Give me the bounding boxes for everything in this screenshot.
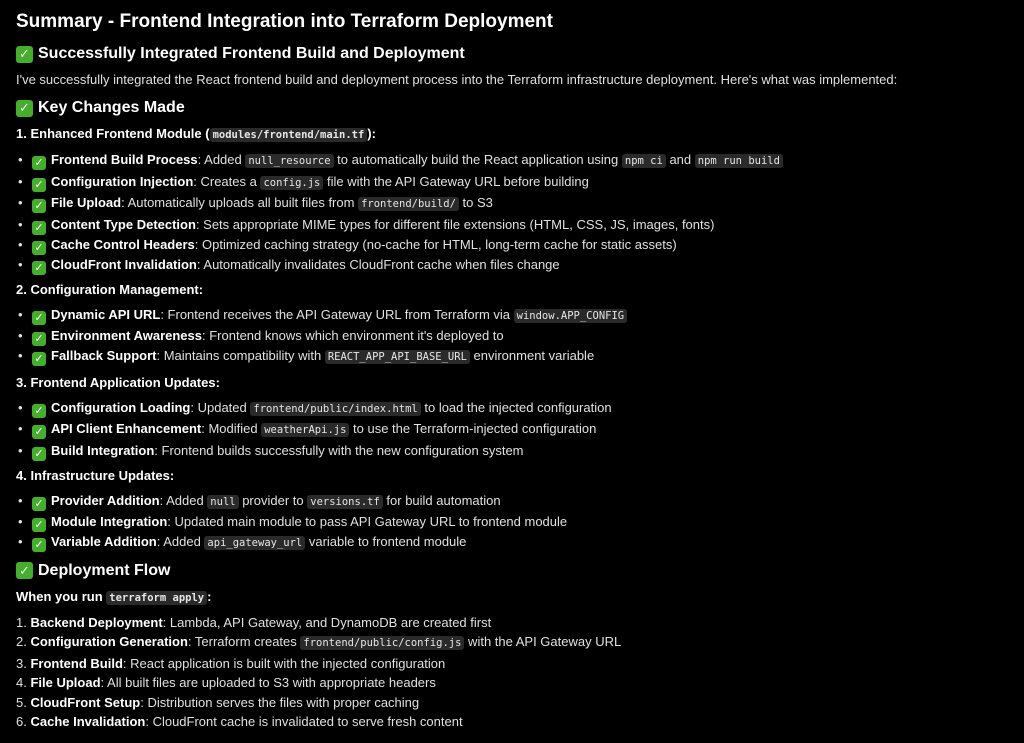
inline-code: modules/frontend/main.tf bbox=[210, 128, 368, 142]
item-text: variable to frontend module bbox=[305, 534, 467, 549]
subheading-when-you-run bbox=[16, 588, 1008, 607]
list-item bbox=[16, 613, 1008, 633]
item-text: : Frontend receives the API Gateway URL from Terraform via bbox=[160, 306, 514, 322]
list-item bbox=[16, 693, 1008, 713]
item-text: : Updated main module to pass API Gateway URL to frontend module bbox=[167, 514, 568, 529]
check-mark-icon: ✓ bbox=[32, 404, 46, 418]
list-item bbox=[32, 532, 1008, 554]
inline-code: npm run build bbox=[695, 154, 783, 168]
item-text: : Added bbox=[159, 492, 208, 508]
list-item bbox=[16, 673, 1008, 693]
item-label: Configuration Generation bbox=[30, 634, 188, 649]
deployment-steps-list bbox=[16, 613, 1008, 732]
inline-code: api_gateway_url bbox=[204, 536, 305, 550]
check-mark-icon: ✓ bbox=[32, 241, 46, 255]
item-label: CloudFront Setup bbox=[30, 694, 141, 710]
subheading-configuration-management: 2. Configuration Management: bbox=[16, 281, 204, 297]
list-item bbox=[32, 346, 1008, 368]
item-text: to use the Terraform-injected configuration bbox=[349, 421, 597, 436]
list-item bbox=[32, 512, 1008, 532]
intro-paragraph: I've successfully integrated the React frontend build and deployment process into the Terraform infrastructure deployment. Here's what was implemented: bbox=[16, 72, 898, 87]
check-mark-icon: ✓ bbox=[32, 332, 46, 346]
item-label: Cache Control Headers bbox=[51, 236, 195, 252]
inline-code: window.APP_CONFIG bbox=[514, 309, 627, 323]
subheading-text: : bbox=[207, 588, 212, 604]
item-text: : Distribution serves the files with proper caching bbox=[140, 694, 420, 710]
infrastructure-list bbox=[16, 491, 1008, 554]
item-label: Module Integration bbox=[51, 514, 168, 529]
inline-code: REACT_APP_API_BASE_URL bbox=[325, 350, 470, 364]
list-item bbox=[32, 419, 1008, 441]
inline-code: config.js bbox=[260, 176, 323, 190]
check-mark-icon: ✓ bbox=[32, 261, 46, 275]
item-label: Frontend Build bbox=[30, 655, 123, 671]
frontend-module-list bbox=[16, 150, 1008, 275]
section-heading-label: Successfully Integrated Frontend Build and Deployment bbox=[38, 45, 465, 62]
inline-code: frontend/public/index.html bbox=[250, 402, 420, 416]
item-text: : CloudFront cache is invalidated to serve fresh content bbox=[145, 714, 463, 729]
list-item bbox=[32, 235, 1008, 255]
list-item bbox=[32, 326, 1008, 346]
item-text: : Automatically uploads all built files from bbox=[121, 195, 359, 210]
item-label: Provider Addition bbox=[51, 492, 160, 508]
subheading-infrastructure-updates: 4. Infrastructure Updates: bbox=[16, 467, 175, 483]
item-label: File Upload bbox=[30, 675, 101, 690]
check-mark-icon: ✓ bbox=[32, 497, 46, 511]
inline-code: versions.tf bbox=[307, 495, 383, 509]
subheading-text: 1. Enhanced Frontend Module ( bbox=[16, 126, 210, 141]
check-mark-icon: ✓ bbox=[32, 156, 46, 170]
item-label: Configuration Loading bbox=[51, 399, 191, 415]
list-item bbox=[32, 441, 1008, 461]
page-title: Summary - Frontend Integration into Terraform Deployment bbox=[16, 11, 553, 32]
item-text: : Maintains compatibility with bbox=[156, 348, 325, 363]
step-number: 5. bbox=[16, 694, 31, 710]
item-label: Dynamic API URL bbox=[51, 306, 161, 322]
step-number: 1. bbox=[16, 614, 31, 630]
inline-code: weatherApi.js bbox=[261, 423, 349, 437]
section-heading-deployment-flow bbox=[16, 560, 1008, 582]
item-label: CloudFront Invalidation bbox=[51, 256, 197, 272]
item-text: : Optimized caching strategy (no-cache for HTML, long-term cache for static assets) bbox=[194, 236, 677, 252]
check-mark-icon: ✓ bbox=[32, 178, 46, 192]
list-item bbox=[32, 215, 1008, 235]
item-text: : All built files are uploaded to S3 with appropriate headers bbox=[100, 675, 436, 690]
item-text: : Automatically invalidates CloudFront cache when files change bbox=[196, 256, 560, 272]
item-label: Configuration Injection bbox=[51, 173, 194, 189]
list-item bbox=[32, 491, 1008, 513]
item-text: and bbox=[665, 152, 695, 167]
list-item bbox=[32, 172, 1008, 194]
item-label: Content Type Detection bbox=[51, 216, 196, 232]
section-heading-label: Deployment Flow bbox=[38, 561, 171, 579]
item-label: Fallback Support bbox=[51, 348, 157, 363]
subheading-frontend-application-updates: 3. Frontend Application Updates: bbox=[16, 374, 220, 390]
item-text: : Frontend builds successfully with the new configuration system bbox=[154, 442, 524, 458]
check-mark-icon: ✓ bbox=[32, 425, 46, 439]
configuration-management-list bbox=[16, 305, 1008, 368]
check-mark-icon: ✓ bbox=[32, 311, 46, 325]
item-text: with the API Gateway URL bbox=[464, 634, 622, 649]
item-text: : Creates a bbox=[193, 173, 261, 189]
list-item bbox=[32, 305, 1008, 327]
check-mark-icon: ✓ bbox=[32, 221, 46, 235]
item-text: to automatically build the React application using bbox=[333, 152, 622, 167]
item-label: Environment Awareness bbox=[51, 328, 202, 343]
item-text: : Added bbox=[156, 534, 205, 549]
list-item bbox=[16, 632, 1008, 654]
item-text: to S3 bbox=[458, 195, 493, 210]
check-mark-icon: ✓ bbox=[16, 46, 33, 63]
check-mark-icon: ✓ bbox=[32, 352, 46, 366]
check-mark-icon: ✓ bbox=[16, 100, 33, 117]
list-item bbox=[16, 712, 1008, 732]
item-label: Backend Deployment bbox=[30, 614, 163, 630]
item-label: Build Integration bbox=[51, 442, 155, 458]
list-item bbox=[32, 193, 1008, 215]
item-text: : Frontend knows which environment it's deployed to bbox=[202, 328, 504, 343]
check-mark-icon: ✓ bbox=[32, 447, 46, 461]
step-number: 3. bbox=[16, 655, 31, 671]
check-mark-icon: ✓ bbox=[32, 518, 46, 532]
check-mark-icon: ✓ bbox=[32, 538, 46, 552]
item-text: environment variable bbox=[469, 348, 595, 363]
item-label: API Client Enhancement bbox=[51, 421, 202, 436]
item-text: : Updated bbox=[190, 399, 251, 415]
step-number: 2. bbox=[16, 634, 31, 649]
item-text: : Terraform creates bbox=[187, 634, 301, 649]
item-text: provider to bbox=[238, 492, 308, 508]
list-item bbox=[16, 654, 1008, 674]
list-item bbox=[32, 150, 1008, 172]
check-mark-icon: ✓ bbox=[16, 562, 33, 579]
step-number: 6. bbox=[16, 714, 31, 729]
check-mark-icon: ✓ bbox=[32, 199, 46, 213]
item-text: : Lambda, API Gateway, and DynamoDB are created first bbox=[162, 614, 492, 630]
inline-code: terraform apply bbox=[106, 591, 207, 605]
subheading-frontend-module bbox=[16, 125, 1008, 144]
item-label: File Upload bbox=[51, 195, 122, 210]
item-text: for build automation bbox=[382, 492, 501, 508]
list-item bbox=[32, 255, 1008, 275]
section-heading-key-changes bbox=[16, 97, 1008, 119]
inline-code: null bbox=[207, 495, 238, 509]
item-label: Cache Invalidation bbox=[30, 714, 146, 729]
subheading-text: ): bbox=[367, 126, 376, 141]
inline-code: null_resource bbox=[245, 154, 333, 168]
item-text: to load the injected configuration bbox=[420, 399, 612, 415]
item-label: Variable Addition bbox=[51, 534, 157, 549]
item-text: : React application is built with the injected configuration bbox=[122, 655, 446, 671]
frontend-application-list bbox=[16, 398, 1008, 461]
section-heading-integrated bbox=[16, 43, 1008, 65]
list-item bbox=[32, 398, 1008, 420]
item-text: : Added bbox=[197, 152, 246, 167]
inline-code: frontend/public/config.js bbox=[300, 636, 464, 650]
inline-code: npm ci bbox=[622, 154, 666, 168]
section-heading-label: Key Changes Made bbox=[38, 99, 185, 116]
item-text: : Modified bbox=[201, 421, 262, 436]
item-label: Frontend Build Process bbox=[51, 152, 198, 167]
subheading-text: When you run bbox=[16, 588, 107, 604]
item-text: : Sets appropriate MIME types for different file extensions (HTML, CSS, JS, images, fonts) bbox=[195, 216, 715, 232]
item-text: file with the API Gateway URL before building bbox=[323, 173, 589, 189]
inline-code: frontend/build/ bbox=[358, 197, 459, 211]
step-number: 4. bbox=[16, 675, 31, 690]
